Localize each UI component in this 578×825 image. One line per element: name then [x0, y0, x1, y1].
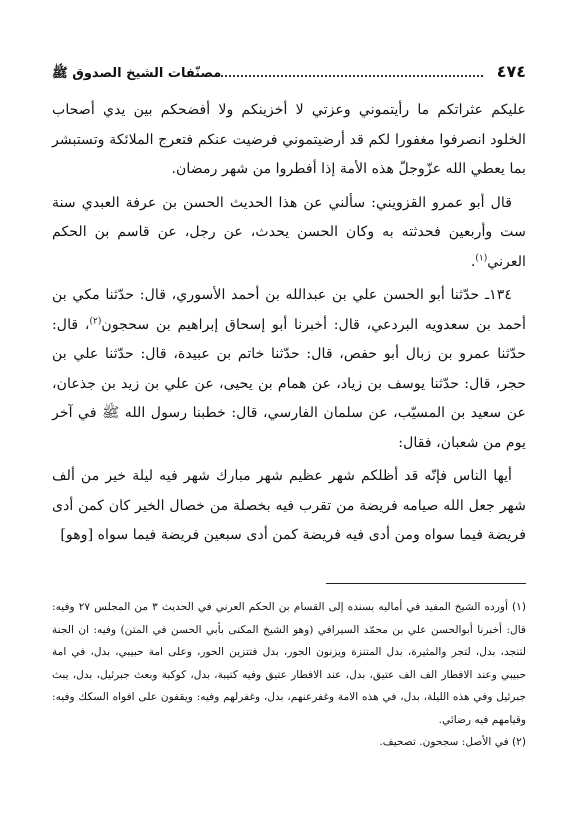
running-title: مصنّفات الشيخ الصدوق ﷺ	[52, 66, 222, 81]
footnote-ref-2: (٢)	[89, 315, 102, 326]
paragraph-1: عليكم عثراتكم ما رأيتموني وعزتي لا أخزينكم ولا أفضحكم بين يدي أصحاب الخلود انصرفوا مغفورا لكم قد أرضيتموني فرضيت عنكم فتعرج الملائكة وتستبشر بما يعطي الله عزّوجلّ هذه الأمة إذا أفطروا من شهر رمضان.	[52, 102, 526, 177]
header-leader-dots	[221, 74, 482, 77]
footnote-2-number: (٢)	[512, 736, 526, 748]
footnote-ref-1: (١)	[475, 252, 488, 263]
footnotes	[52, 596, 526, 754]
paragraph-2-text: قال أبو عمرو القزويني: سألني عن هذا الحديث الحسن بن عرفة العبدي سنة ست وأربعين فحدثته به وكان الحسن يحدث، عن رجل، عن قاسم بن الحكم العرني	[52, 194, 526, 270]
main-text	[52, 96, 526, 551]
page-header	[52, 62, 526, 86]
paragraph-2	[52, 189, 526, 278]
page-number: ٤٧٤	[496, 62, 526, 81]
footnote-1	[52, 596, 526, 731]
paragraph-3-text-b: ، قال: حدّثنا عمرو بن زبال أبو حفص، قال: حدّثنا خاتم بن عبيدة، قال: حدّثنا علي بن حجر، قال: حدّثنا يوسف بن زياد، عن همام بن يحيى، عن علي بن زيد بن جذعان، عن سعيد بن المسيّب، عن سلمان الفارسي، قال: خطبنا رسول الله ﷺ في آخر يوم من شعبان، فقال:	[52, 316, 526, 451]
footnote-1-text: أورده الشيخ المفيد في أماليه بسنده إلى القسام بن الحكم العرني في الحديث ٣ من المجلس ٢٧ وفيه: قال: أخبرنا أبوالحسن علي بن محمّد السيرافي (وهو الشيخ المكنى بأبي الحسن في المتن) وفيه: ان الجنة لتنجد، بدل، لتجر والمثيرة، بدل المتنزة ويزنون الجور، بدل فتتزين الحور، وعلى امة حبيبي، بدل، في امة حبيبي وعند الافطار الف الف عتيق، بدل، عند الافطار عتيق وفيه كتيبة، بدل، كوكبة وبعث جبرئيل، بدل، يبث جبرئيل وفي هذه الليلة، بدل، في هذه الامة وغفرعنهم، بدل، وغفرلهم وفيه: ويقفون على افواه السكك وفيه: وقيامهم فيه رضائي.	[52, 601, 526, 726]
footnote-divider	[326, 583, 526, 584]
footnote-2	[52, 731, 526, 754]
paragraph-3	[52, 281, 526, 458]
paragraph-2-end: .	[470, 253, 476, 270]
paragraph-4: أيها الناس فإنّه قد أظلكم شهر عظيم شهر مبارك شهر فيه ليلة خير من ألف شهر جعل الله صيامه فريضة من تقرب فيه بخصلة من خصال الخير كان كمن أدى فريضة فيما سواه ومن أدى فيه فريضة كمن أدى سبعين فريضة فيما سواه [وهو]	[52, 468, 526, 543]
footnote-1-number: (١)	[512, 601, 526, 613]
paragraph-3-text-a: ١٣٤ـ حدّثنا أبو الحسن علي بن عبدالله بن أحمد الأسوري، قال: حدّثنا مكي بن أحمد بن سعدويه البردعي، قال: أخبرنا أبو إسحاق إبراهيم بن سحجون	[52, 287, 526, 333]
footnote-2-text: في الأصل: سجحون. تصحيف.	[379, 736, 509, 748]
